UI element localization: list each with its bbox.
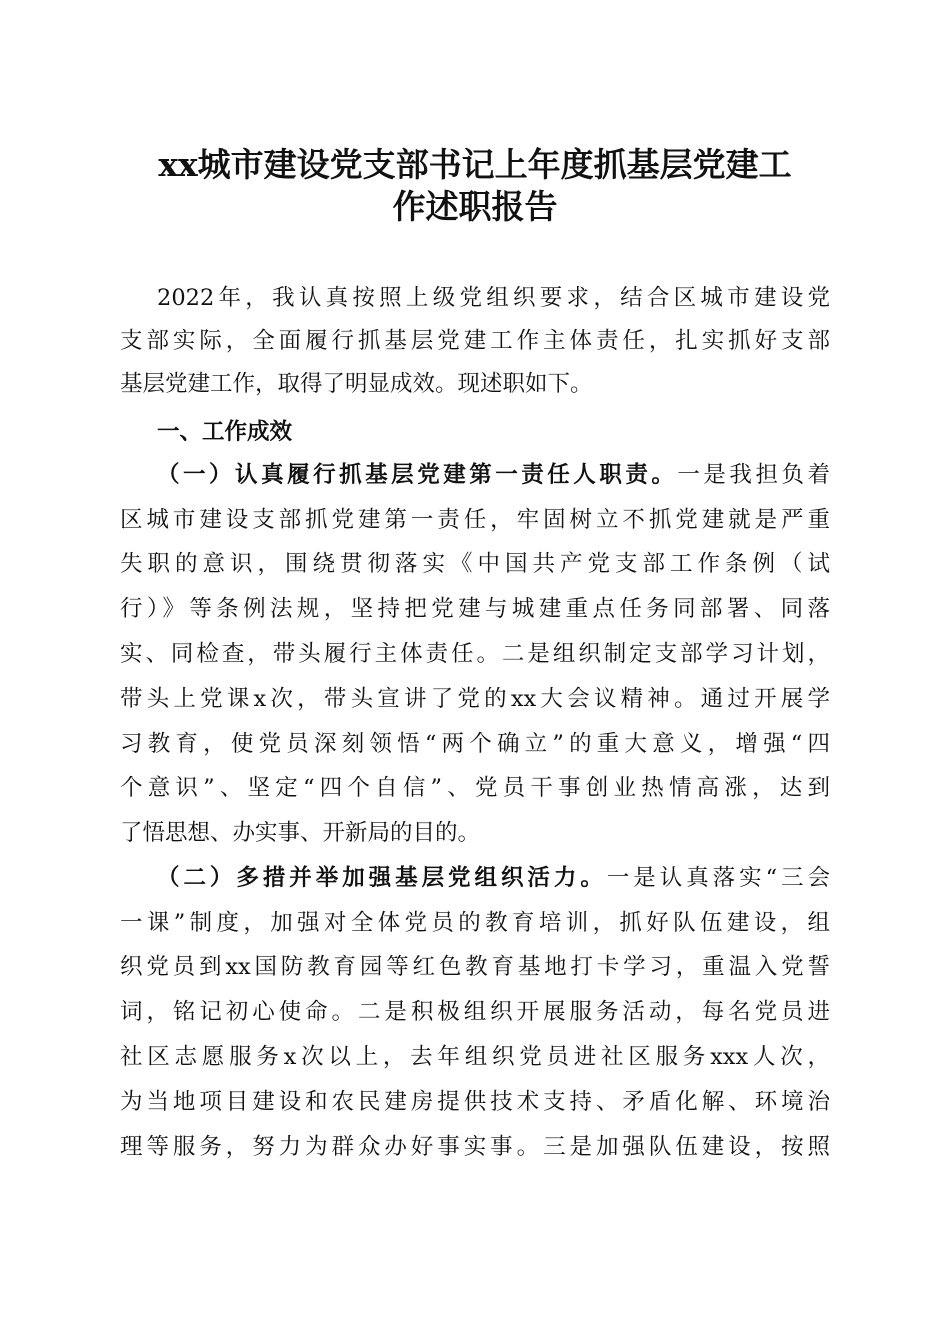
intro-line-2: 支部实际，全面履行抓基层党建工作主体责任，扎实抓好支部 bbox=[120, 328, 830, 354]
item2-line-5: 社区志愿服务x次以上，去年组织党员进社区服务xxx人次， bbox=[120, 1044, 830, 1070]
document-title-line-1: xx城市建设党支部书记上年度抓基层党建工 bbox=[158, 145, 792, 184]
item2-lead: （二）多措并举加强基层党组织活力。 bbox=[157, 865, 607, 891]
document-title-line-2: 作述职报告 bbox=[392, 187, 558, 226]
item1-line-5: 实、同检查，带头履行主体责任。二是组织制定支部学习计划， bbox=[120, 641, 830, 667]
item1-line-4: 行）》等条例法规，坚持把党建与城建重点任务同部署、同落 bbox=[120, 596, 830, 622]
item1-line-1 bbox=[157, 460, 830, 490]
item1-line-8: 个意识”、坚定“四个自信”、党员干事创业热情高涨，达到 bbox=[120, 775, 830, 801]
section-heading-work-results: 一、工作成效 bbox=[157, 419, 293, 445]
item2-line-4: 词，铭记初心使命。二是积极组织开展服务活动，每名党员进 bbox=[120, 999, 830, 1025]
item2-line-3: 织党员到xx国防教育园等红色教育基地打卡学习，重温入党誓 bbox=[120, 954, 830, 980]
item2-first-line-rest: 一是认真落实“三会 bbox=[606, 865, 830, 891]
item2-line-7: 理等服务，努力为群众办好事实事。三是加强队伍建设，按照 bbox=[120, 1134, 830, 1160]
item2-line-2: 一课”制度，加强对全体党员的教育培训，抓好队伍建设，组 bbox=[120, 910, 830, 936]
item2-line-6: 为当地项目建设和农民建房提供技术支持、矛盾化解、环境治 bbox=[120, 1089, 830, 1115]
item1-line-3: 失职的意识，围绕贯彻落实《中国共产党支部工作条例（试 bbox=[120, 551, 830, 577]
item1-line-7: 习教育，使党员深刻领悟“两个确立”的重大意义，增强“四 bbox=[120, 731, 830, 757]
item2-line-1 bbox=[157, 863, 830, 893]
item1-lead: （一）认真履行抓基层党建第一责任人职责。 bbox=[157, 462, 678, 488]
intro-line-1: 2022年，我认真按照上级党组织要求，结合区城市建设党 bbox=[157, 285, 830, 311]
item1-line-9: 了悟思想、办实事、开新局的目的。 bbox=[120, 820, 481, 846]
intro-line-3: 基层党建工作，取得了明显成效。现述职如下。 bbox=[120, 371, 593, 397]
item1-first-line-rest: 一是我担负着 bbox=[677, 462, 830, 488]
item1-line-2: 区城市建设支部抓党建第一责任，牢固树立不抓党建就是严重 bbox=[120, 507, 830, 533]
item1-line-6: 带头上党课x次，带头宣讲了党的xx大会议精神。通过开展学 bbox=[120, 686, 830, 712]
